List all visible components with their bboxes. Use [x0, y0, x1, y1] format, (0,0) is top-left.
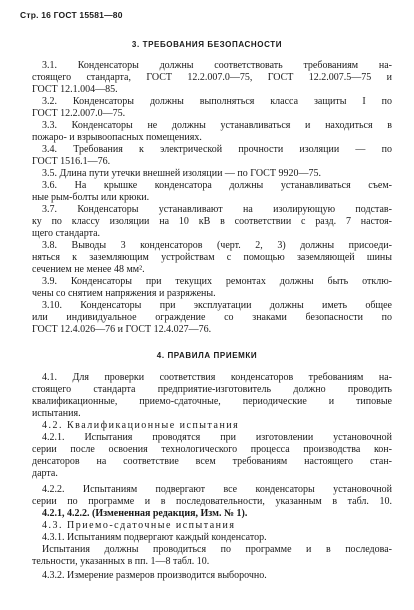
section-4-title: 4. ПРАВИЛА ПРИЕМКИ: [156, 351, 258, 360]
text-line: стоящего стандарта, ГОСТ 12.2.007.0—75, ГОСТ 12.2.007.5—75 и: [32, 72, 392, 83]
text-line: ные рым-болты или крюки.: [32, 192, 150, 203]
text-line: 3.8. Выводы 3 конденсаторов (черт. 2, 3) должны присоеди-: [42, 240, 392, 251]
amendment-note: [42, 508, 392, 520]
text-line: 3.7. Конденсаторы устанавливают на изолирующую подстав-: [42, 204, 392, 215]
text-line: серии по программе и в последовательности, указанным в табл. 10.: [32, 496, 392, 507]
subsection-heading: 4.3. Приемо-сдаточные испытания: [42, 520, 236, 531]
text-line: тельности, указанных в пп. 1—8 табл. 10.: [32, 556, 210, 567]
text-line: ГОСТ 12.4.026—76 и ГОСТ 12.4.027—76.: [32, 324, 212, 335]
text-line: щего стандарта.: [32, 228, 101, 239]
text-line: 3.2. Конденсаторы должны выполняться класса защиты I по: [42, 96, 392, 107]
text-line: няться к заземляющим устройствам с помощью заземляющей шины: [32, 252, 392, 263]
text-line: дарта.: [32, 468, 58, 479]
text-line: ку по классу изоляции на 10 кВ в соответствии с разд. 7 настоя-: [32, 216, 392, 227]
text-line: 4.2.1. Испытания проводятся при изготовлении установочной: [42, 432, 392, 443]
text-line: квалификационные, приемо-сдаточные, периодические и типовые: [32, 396, 392, 407]
text-line: ГОСТ 12.1.004—85.: [32, 84, 118, 95]
text-line: ГОСТ 12.2.007.0—75.: [32, 108, 126, 119]
amendment-note-text: 4.2.1, 4.2.2. (Измененная редакция, Изм. № 1).: [42, 508, 248, 519]
text-line: 3.10. Конденсаторы при эксплуатации должны иметь общее: [42, 300, 392, 311]
text-line: стоящего стандарта предприятие-изготовитель должно проводить: [32, 384, 392, 395]
text-line: или индивидуальное ограждение со знаками безопасности по: [32, 312, 392, 323]
section-3-title: 3. ТРЕБОВАНИЯ БЕЗОПАСНОСТИ: [131, 40, 283, 49]
subsection-heading: 4.2. Квалификационные испытания: [42, 420, 240, 431]
text-line: 4.3.2. Измерение размеров производится выборочно.: [42, 570, 267, 581]
text-line: пожаро- и взрывоопасных помещениях.: [32, 132, 202, 143]
text-line: 3.4. Требования к электрической прочности изоляции — по: [42, 144, 392, 155]
text-line: 3.3. Конденсаторы не должны устанавливаться и находиться в: [42, 120, 392, 131]
text-line: 3.9. Конденсаторы при текущих ремонтах должны быть отклю-: [42, 276, 392, 287]
text-line: 4.2.2. Испытаниям подвергают все конденсаторы установочной: [42, 484, 392, 495]
text-line: 3.1. Конденсаторы должны соответствовать требованиям на-: [42, 60, 392, 71]
page-header: Стр. 16 ГОСТ 15581—80: [20, 10, 123, 20]
text-line: чены со снятием напряжения и разряжены.: [32, 288, 216, 299]
text-line: денсаторов на соответствие всем требованиям настоящего стан-: [32, 456, 392, 467]
text-line: ГОСТ 1516.1—76.: [32, 156, 111, 167]
text-line: 4.1. Для проверки соответствия конденсаторов требованиям на-: [42, 372, 392, 383]
text-line: серии после освоения технологического процесса производства кон-: [32, 444, 392, 455]
text-line: 3.6. На крышке конденсатора должны устанавливаться съем-: [42, 180, 392, 191]
text-line: Испытания должны проводиться по программе и в последова-: [42, 544, 392, 555]
text-line: 3.5. Длина пути утечки внешней изоляции — по ГОСТ 9920—75.: [42, 168, 321, 179]
text-line: испытания.: [32, 408, 81, 419]
text-line: сечением не менее 48 мм².: [32, 264, 145, 275]
text-line: 4.3.1. Испытаниям подвергают каждый конденсатор.: [42, 532, 267, 543]
